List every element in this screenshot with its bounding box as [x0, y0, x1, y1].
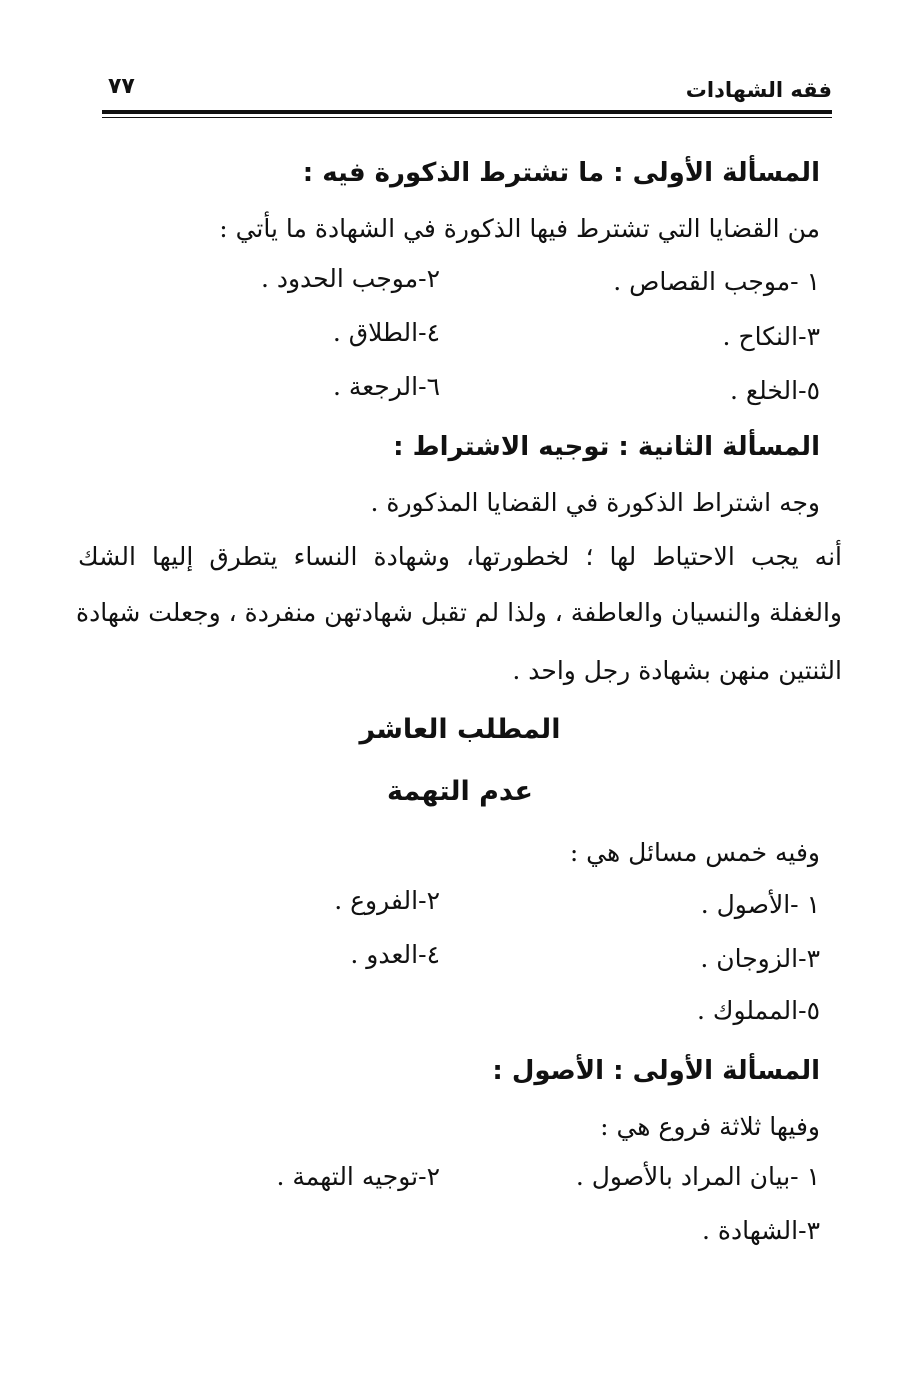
- header-rule-thick: [102, 110, 832, 114]
- section1-heading: المسألة الأولى : ما تشترط الذكورة فيه :: [302, 158, 820, 188]
- list-item: ٢-توجيه التهمة .: [276, 1162, 440, 1191]
- section2-heading: المسألة الثانية : توجيه الاشتراط :: [393, 432, 820, 462]
- list-item: ٣-الشهادة .: [701, 1216, 820, 1245]
- chapter-subtitle: عدم التهمة: [387, 776, 533, 807]
- section4-intro: وفيها ثلاثة فروع هي :: [600, 1112, 820, 1141]
- section4-heading: المسألة الأولى : الأصول :: [492, 1056, 820, 1086]
- list-item: ٥-المملوك .: [696, 996, 820, 1025]
- list-item: ٥-الخلع .: [729, 376, 820, 405]
- paragraph-line: والغفلة والنسيان والعاطفة ، ولذا لم تقبل شهادتهن منفردة ، وجعلت شهادة: [75, 598, 842, 627]
- list-item: ٤-العدو .: [350, 940, 440, 969]
- section1-intro: من القضايا التي تشترط فيها الذكورة في الشهادة ما يأتي :: [219, 214, 820, 243]
- list-item: ٣-الزوجان .: [700, 944, 820, 973]
- header-rule-thin: [102, 117, 832, 118]
- list-item: ٦-الرجعة .: [332, 372, 440, 401]
- list-item: ٢-الفروع .: [334, 886, 440, 915]
- page-number: ٧٧: [108, 74, 135, 99]
- list-item: ٤-الطلاق .: [332, 318, 440, 347]
- list-item: ١ -موجب القصاص .: [613, 267, 820, 296]
- section2-line: وجه اشتراط الذكورة في القضايا المذكورة .: [370, 488, 820, 517]
- list-item: ٣-النكاح .: [722, 322, 820, 351]
- paragraph-line: الثنتين منهن بشهادة رجل واحد .: [512, 656, 842, 685]
- running-title: فقه الشهادات: [685, 78, 832, 102]
- list-item: ٢-موجب الحدود .: [260, 264, 440, 293]
- list-item: ١ -بيان المراد بالأصول .: [575, 1162, 820, 1191]
- paragraph-line: أنه يجب الاحتياط لها ؛ لخطورتها، وشهادة النساء يتطرق إليها الشك: [78, 542, 842, 571]
- chapter-title: المطلب العاشر: [359, 714, 561, 745]
- section3-intro: وفيه خمس مسائل هي :: [569, 838, 820, 867]
- list-item: ١ -الأصول .: [700, 890, 820, 919]
